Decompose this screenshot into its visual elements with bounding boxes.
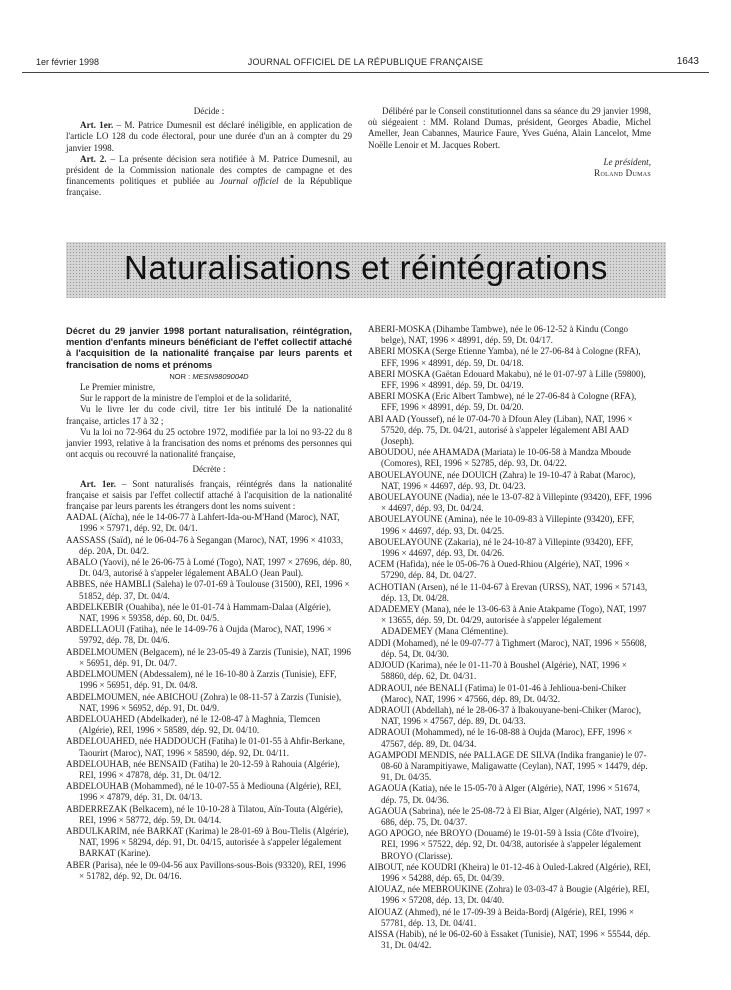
preamble-line: Sur le rapport de la ministre de l'emploi et de la solidarité, (80, 393, 292, 404)
header-date: 1er février 1998 (36, 57, 100, 67)
list-entry: AADAL (Aïcha), née le 14-06-77 à Lahfert-Ida-ou-M'Hand (Maroc), NAT, 1996 × 57971, dép. 92, Dt. 04/1. (66, 512, 340, 534)
list-entry: ABDELOUHAB, née BENSAID (Fatiha) le 20-12-59 à Rahouia (Algérie), REI, 1996 × 47878, dép. 31, Dt. 04/12. (66, 758, 340, 780)
list-entry: ADADEMEY (Mana), née le 13-06-63 à Anie Atakpame (Togo), NAT, 1997 × 13655, dép. 59, Dt. 04/29, autorisée à s'appeler légalement ADADEMEY (Mana Clémentine). (368, 604, 647, 637)
list-entry: ABDERREZAK (Belkacem), né le 10-10-28 à Tilatou, Aïn-Touta (Algérie), REI, 1996 × 58772, dép. 59, Dt. 04/14. (66, 803, 343, 825)
list-entry: ACEM (Hafida), née le 05-06-76 à Oued-Rhiou (Algérie), NAT, 1996 × 57290, dép. 84, Dt. 04/27. (368, 559, 630, 581)
article-2-label: Art. 2. (80, 153, 107, 164)
decree-article-1-text: – Sont naturalisés français, réintégrés dans la nationalité française et saisis par l'effet collectif attaché à l'acquisition de la nationalité française par leurs parents les étrangers dont les noms suivent : (66, 478, 352, 512)
preamble-line: Vu le livre Ier du code civil, titre 1er bis intitulé De la nationalité française, articles 17 à 32 ; (66, 404, 352, 426)
list-entry: ABALO (Yaovi), né le 26-06-75 à Lomé (Togo), NAT, 1997 × 27696, dép. 80, Dt. 04/3, autorisé à s'appeler légalement ABALO (Jean Paul). (66, 557, 352, 579)
signature-title: Le président, (603, 156, 651, 167)
list-entry: ABDELKEBIR (Ouahiba), née le 01-01-74 à Hammam-Dalaa (Algérie), NAT, 1996 × 59358, dép. 60, Dt. 04/5. (66, 601, 331, 624)
section-banner (66, 242, 666, 298)
decree-article-1 (66, 479, 352, 513)
list-entry: ABER (Parisa), née le 09-04-56 aux Pavillons-sous-Bois (93320), REI, 1996 × 51782, dép. 92, Dt. 04/16. (66, 859, 346, 881)
list-entry: ABDELMOUMEN, née ABICHOU (Zohra) le 08-11-57 à Zarzis (Tunisie), NAT, 1996 × 56952, dép. 91, Dt. 04/9. (66, 691, 342, 713)
article-1-label: Art. 1er. (80, 120, 114, 131)
deliberation-text: Délibéré par le Conseil constitutionnel dans sa séance du 29 janvier 1998, où siégeaient : MM. Roland Dumas, président, Georges Abadie, Michel Ameller, Jean Cabannes, Maurice Faure, Yves Guéna, Alain Lancelot, Mme Noëlle Lenoir et M. Jacques Robert. (368, 106, 651, 150)
running-header (22, 56, 709, 73)
list-entry: ABDELOUAHED, née HADDOUCH (Fatiha) le 01-01-55 à Ahfir-Berkane, Taourirt (Maroc), NAT, 1996 × 58590, dép. 92, Dt. 04/11. (66, 736, 345, 758)
list-entry: ABERI-MOSKA (Dihambe Tambwe), née le 06-12-52 à Kindu (Congo belge), NAT, 1996 × 48991, dép. 59, Dt. 04/17. (368, 324, 629, 346)
nor-reference (66, 371, 352, 382)
list-entry: AIOUAZ, née MEBROUKINE (Zohra) le 03-03-47 à Bougie (Algérie), REI, 1996 × 57208, dép. 13, Dt. 04/40. (368, 884, 650, 906)
list-entry: ADRAOUI (Mohammed), né le 16-08-88 à Oujda (Maroc), EFF, 1996 × 47567, dép. 89, Dt. 04/34. (368, 727, 633, 749)
decree-title: Décret du 29 janvier 1998 portant naturalisation, réintégration, mention d'enfants mineurs bénéficiant de l'effet collectif attaché à l'acquisition de la nationalité française par leurs parents et francisation de noms et prénoms (66, 326, 352, 370)
list-entry: ABOUELAYOUNE, née DOUICH (Zahra) le 19-10-47 à Rabat (Maroc), NAT, 1996 × 44697, dép. 93, Dt. 04/23. (368, 469, 636, 491)
left-column (66, 326, 352, 882)
list-entry: AASSASS (Saïd), né le 06-04-76 à Segangan (Maroc), NAT, 1996 × 41033, dép. 20A, Dt. 04/2. (66, 534, 343, 556)
naturalisation-list-right (368, 324, 653, 951)
preamble-line: Le Premier ministre, (80, 382, 156, 393)
naturalisation-list-left (66, 512, 352, 882)
list-entry: ADDI (Mohamed), né le 09-07-77 à Tighmert (Maroc), NAT, 1996 × 55608, dép. 54, Dt. 04/30. (368, 637, 647, 659)
preamble-line: Vu la loi no 72-964 du 25 octobre 1972, modifiée par la loi no 93-22 du 8 janvier 1993, relative à la francisation des noms et prénoms des personnes qui ont acquis ou recouvré la nationalité française, (66, 426, 352, 460)
header-journal-title: JOURNAL OFFICIEL DE LA RÉPUBLIQUE FRANÇAISE (247, 57, 484, 67)
list-entry: ABERI MOSKA (Serge Etienne Yamba), né le 27-06-84 à Cologne (RFA), EFF, 1996 × 48991, dép. 59, Dt. 04/18. (368, 346, 641, 368)
decree-article-1-label: Art. 1er. (80, 478, 116, 489)
list-entry: ACHOTIAN (Arsen), né le 11-04-67 à Erevan (URSS), NAT, 1996 × 57143, dép. 13, Dt. 04/28. (368, 581, 648, 603)
article-2-text-b: de la République française. (66, 176, 352, 198)
decide-heading: Décide : (193, 106, 225, 116)
section-title: Naturalisations et réintégrations (124, 249, 608, 286)
nor-label: NOR : (169, 371, 193, 381)
list-entry: ABDELOUHAB (Mohammed), né le 10-07-55 à Mediouna (Algérie), REI, 1996 × 47879, dép. 31, Dt. 04/13. (66, 781, 342, 803)
list-entry: ABDELOUAHED (Abdelkader), né le 12-08-47 à Maghnia, Tlemcen (Algérie), REI, 1996 × 58589, dép. 92, Dt. 04/10. (66, 713, 321, 736)
previous-decision-end (66, 106, 352, 199)
list-entry: AISSA (Habib), né le 06-02-60 à Essaket (Tunisie), NAT, 1996 × 55544, dép. 31, Dt. 04/42. (368, 928, 651, 951)
decree-preamble (66, 382, 352, 460)
list-entry: ABERI MOSKA (Eric Albert Tambwe), né le 27-06-84 à Cologne (RFA), EFF, 1996 × 48991, dép. 59, Dt. 04/20. (368, 391, 637, 413)
deliberation-block (368, 106, 651, 179)
list-entry: ABDELMOUMEN (Belgacem), né le 23-05-49 à Zarzis (Tunisie), NAT, 1996 × 56951, dép. 91, Dt. 04/7. (66, 646, 351, 668)
list-entry: ABOUELAYOUNE (Amina), née le 10-09-83 à Villepinte (93420), EFF, 1996 × 44697, dép. 93, Dt. 04/25. (368, 514, 635, 536)
signature-name: Roland Dumas (594, 168, 651, 179)
article-2 (66, 154, 352, 199)
header-page-number: 1643 (676, 56, 699, 67)
right-column (368, 324, 653, 951)
list-entry: AGO APOGO, née BROYO (Douamé) le 19-01-59 à Issia (Côte d'Ivoire), REI, 1996 × 57522, dép. 92, Dt. 04/38, autorisée à s'appeler légalement BROYO (Clarisse). (368, 828, 642, 861)
list-entry: AGAMPODI MENDIS, née PALLAGE DE SILVA (Indika franganie) le 07-08-60 à Narampitiyawe, Maligawatte (Ceylan), NAT, 1995 × 14479, dép. 91, Dt. 04/35. (368, 749, 648, 783)
list-entry: AGAOUA (Katia), née le 15-05-70 à Alger (Algérie), NAT, 1996 × 51674, dép. 75, Dt. 04/36. (368, 783, 640, 805)
list-entry: ABOUDOU, née AHAMADA (Mariata) le 10-06-58 à Mandza Mboude (Comores), REI, 1996 × 52785, dép. 93, Dt. 04/22. (368, 447, 631, 469)
list-entry: ABDELLAOUI (Fatiha), née le 14-09-76 à Oujda (Maroc), NAT, 1996 × 59792, dép. 78, Dt. 04/6. (66, 624, 332, 646)
list-entry: AIOUAZ (Ahmed), né le 17-09-39 à Beida-Bordj (Algérie), REI, 1996 × 57781, dép. 13, Dt. 04/41. (368, 906, 634, 928)
article-1 (66, 120, 352, 154)
list-entry: ABDELMOUMEN (Abdessalem), né le 16-10-80 à Zarzis (Tunisie), EFF, 1996 × 56951, dép. 91, Dt. 04/8. (66, 669, 337, 691)
list-entry: ADJOUD (Karima), née le 01-11-70 à Boushel (Algérie), NAT, 1996 × 58860, dép. 62, Dt. 04/31. (368, 660, 627, 682)
list-entry: ABOUELAYOUNE (Zakaria), né le 24-10-87 à Villepinte (93420), EFF, 1996 × 44697, dép. 93, Dt. 04/26. (368, 536, 634, 559)
list-entry: ABERI MOSKA (Gaëtan Edouard Makabu), né le 01-07-97 à Lille (59800), EFF, 1996 × 48991, dép. 59, Dt. 04/19. (368, 368, 646, 391)
list-entry: ABBES, née HAMBLI (Saleha) le 07-01-69 à Toulouse (31500), REI, 1996 × 51852, dép. 37, Dt. 04/4. (66, 579, 350, 601)
article-2-text-a: – La présente décision sera notifiée à M. Patrice Dumesnil, au président de la Commission nationale des comptes de campagne et des financements politiques et publiée au (66, 153, 353, 187)
list-entry: AIBOUT, née KOUDRI (Kheira) le 01-12-46 à Ouled-Lakred (Algérie), REI, 1996 × 54288, dép. 65, Dt. 04/39. (368, 861, 651, 883)
list-entry: ABDULKARIM, née BARKAT (Karima) le 28-01-69 à Bou-Tlelis (Algérie), NAT, 1996 × 58294, dép. 91, Dt. 04/15, autorisée à s'appeler légalement BARKAT (Karine). (66, 825, 349, 859)
list-entry: ABI AAD (Youssef), né le 07-04-70 à Dfoun Aley (Liban), NAT, 1996 × 57520, dép. 75, Dt. 04/21, autorisé à s'appeler légalement ABI AAD (Joseph). (368, 413, 633, 447)
nor-code: MESN9809004D (192, 371, 249, 381)
article-1-text: – M. Patrice Dumesnil est déclaré inéligible, en application de l'article LO 128 du code électoral, pour une durée d'un an à compter du 29 janvier 1998. (66, 120, 352, 153)
decrete-heading: Décrète : (192, 464, 226, 475)
list-entry: ADRAOUI, née BENALI (Fatima) le 01-01-46 à Jehlioua-beni-Chiker (Maroc), NAT, 1996 × 47566, dép. 89, Dt. 04/32. (368, 682, 627, 704)
list-entry: AGAOUA (Sabrina), née le 25-08-72 à El Biar, Alger (Algérie), NAT, 1997 × 686, dép. 75, Dt. 04/37. (368, 805, 651, 827)
list-entry: ABOUELAYOUNE (Nadia), née le 13-07-82 à Villepinte (93420), EFF, 1996 × 44697, dép. 93, Dt. 04/24. (368, 492, 652, 514)
journal-officiel-italic: Journal officiel (219, 176, 279, 187)
list-entry: ADRAOUI (Abdellah), né le 28-06-37 à Ibakouyane-beni-Chiker (Maroc), NAT, 1996 × 47567, dép. 89, Dt. 04/33. (368, 704, 641, 727)
